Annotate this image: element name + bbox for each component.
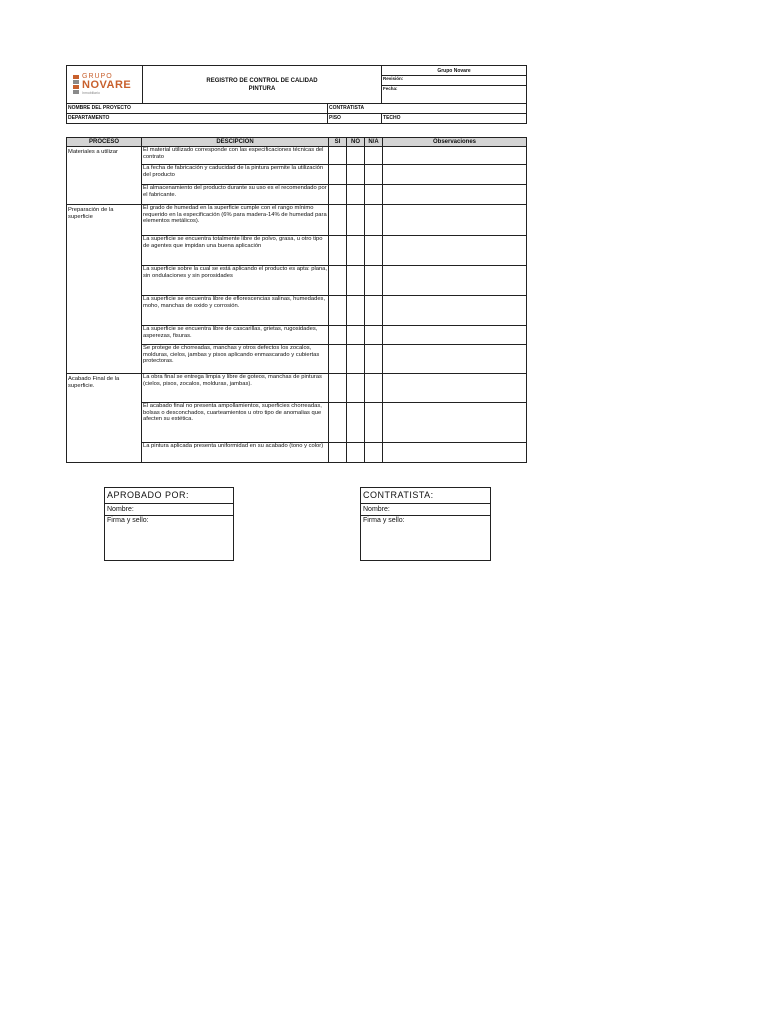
si-cell[interactable]: [329, 266, 347, 296]
si-cell[interactable]: [329, 147, 347, 165]
checklist-table: [66, 137, 527, 463]
fecha-label: Fecha:: [382, 86, 527, 104]
checklist-row: [67, 147, 527, 165]
aprobado-nombre-field[interactable]: Nombre:: [105, 504, 233, 516]
header-observaciones: Observaciones: [383, 138, 527, 147]
si-cell[interactable]: [329, 403, 347, 443]
na-cell[interactable]: [365, 296, 383, 326]
si-cell[interactable]: [329, 185, 347, 205]
no-cell[interactable]: [347, 296, 365, 326]
proceso-cell: Preparación de la superficie: [67, 205, 142, 374]
na-cell[interactable]: [365, 165, 383, 185]
observaciones-cell[interactable]: [383, 185, 527, 205]
observaciones-cell[interactable]: [383, 443, 527, 463]
contratista-nombre-field[interactable]: Nombre:: [361, 504, 490, 516]
descripcion-cell: La superficie se encuentra totalmente libre de polvo, grasa, u otro tipo de agentes que impidan una buena aplicación: [142, 236, 329, 266]
observaciones-cell[interactable]: [383, 374, 527, 403]
observaciones-cell[interactable]: [383, 236, 527, 266]
header-no: NO: [347, 138, 365, 147]
na-cell[interactable]: [365, 345, 383, 374]
descripcion-cell: La obra final se entrega limpia y libre de goteos, manchas de pinturas (cielos, pisos, zocalos, molduras, jambas).: [142, 374, 329, 403]
logo-cell: [67, 66, 143, 104]
checklist-row: [67, 205, 527, 236]
descripcion-cell: El material utilizado corresponde con las especificaciones técnicas del contrato: [142, 147, 329, 165]
departamento-label: DEPARTAMENTO: [67, 114, 328, 124]
contratista-label: CONTRATISTA: [328, 104, 527, 114]
na-cell[interactable]: [365, 205, 383, 236]
document-title: [143, 66, 382, 104]
observaciones-cell[interactable]: [383, 205, 527, 236]
descripcion-cell: La superficie sobre la cual se está aplicando el producto es apta: plana, sin ondulaciones y sin porosidades: [142, 266, 329, 296]
na-cell[interactable]: [365, 326, 383, 345]
descripcion-cell: El almacenamiento del producto durante su uso es el recomendado por el fabricante.: [142, 185, 329, 205]
si-cell[interactable]: [329, 296, 347, 326]
aprobado-por-title: APROBADO POR:: [105, 488, 233, 504]
piso-label: PISO: [328, 114, 382, 124]
company-name: Grupo Novare: [382, 66, 527, 76]
no-cell[interactable]: [347, 205, 365, 236]
si-cell[interactable]: [329, 165, 347, 185]
observaciones-cell[interactable]: [383, 165, 527, 185]
header-na: N/A: [365, 138, 383, 147]
si-cell[interactable]: [329, 374, 347, 403]
descripcion-cell: La superficie se encuentra libre de cascarillas, grietas, rugosidades, asperezas, fisuras.: [142, 326, 329, 345]
no-cell[interactable]: [347, 443, 365, 463]
header-si: SI: [329, 138, 347, 147]
na-cell[interactable]: [365, 266, 383, 296]
si-cell[interactable]: [329, 326, 347, 345]
descripcion-cell: El acabado final no presenta ampollamientos, superficies chorreadas, bolsas o desconchados, cuarteamientos u otro tipo de anomalias que afecten su estética.: [142, 403, 329, 443]
techo-label: TECHO: [382, 114, 527, 124]
no-cell[interactable]: [347, 147, 365, 165]
aprobado-firma-field[interactable]: Firma y sello:: [107, 517, 149, 524]
no-cell[interactable]: [347, 266, 365, 296]
logo-main-text: NOVARE: [82, 79, 132, 92]
descripcion-cell: La fecha de fabricación y caducidad de la pintura permite la utilización del producto: [142, 165, 329, 185]
proceso-cell: Acabado Final de la superficie.: [67, 374, 142, 463]
nombre-proyecto-label: NOMBRE DEL PROYECTO: [67, 104, 328, 114]
observaciones-cell[interactable]: [383, 326, 527, 345]
si-cell[interactable]: [329, 205, 347, 236]
descripcion-cell: La superficie se encuentra libre de eflorescencias salinas, humedades, moho, manchas de oxido y corrosión.: [142, 296, 329, 326]
contratista-title: CONTRATISTA:: [361, 488, 490, 504]
na-cell[interactable]: [365, 443, 383, 463]
descripcion-cell: Se protege de chorreadas, manchas y otros defectos los zocalos, molduras, cielos, jambas y pisos aplicando enmascarado y cubiertas protectoras.: [142, 345, 329, 374]
no-cell[interactable]: [347, 345, 365, 374]
contratista-firma-field[interactable]: Firma y sello:: [363, 517, 405, 524]
observaciones-cell[interactable]: [383, 266, 527, 296]
descripcion-cell: El grado de humedad en la superficie cumple con el rango mínimo requerido en la especificación (6% para madera-14% de humedad para elementos metálicos).: [142, 205, 329, 236]
na-cell[interactable]: [365, 374, 383, 403]
no-cell[interactable]: [347, 165, 365, 185]
no-cell[interactable]: [347, 403, 365, 443]
contratista-box: [360, 487, 491, 561]
si-cell[interactable]: [329, 443, 347, 463]
no-cell[interactable]: [347, 326, 365, 345]
observaciones-cell[interactable]: [383, 147, 527, 165]
header-proceso: PROCESO: [67, 138, 142, 147]
title-line-1: REGISTRO DE CONTROL DE CALIDAD: [206, 77, 318, 84]
observaciones-cell[interactable]: [383, 345, 527, 374]
header-table: [66, 65, 527, 124]
no-cell[interactable]: [347, 236, 365, 266]
proceso-cell: Materiales a utilizar: [67, 147, 142, 205]
no-cell[interactable]: [347, 185, 365, 205]
na-cell[interactable]: [365, 185, 383, 205]
observaciones-cell[interactable]: [383, 296, 527, 326]
company-logo: [73, 73, 142, 96]
header-descripcion: DESCIPCION: [142, 138, 329, 147]
no-cell[interactable]: [347, 374, 365, 403]
descripcion-cell: La pintura aplicada presenta uniformidad en su acabado (tono y color): [142, 443, 329, 463]
logo-sub-text: Inmobiliario: [82, 91, 100, 96]
observaciones-cell[interactable]: [383, 403, 527, 443]
si-cell[interactable]: [329, 345, 347, 374]
title-line-2: PINTURA: [248, 85, 276, 92]
revision-label: Revisión:: [382, 76, 527, 86]
logo-top-text: GRUPO: [82, 73, 113, 81]
checklist-row: [67, 374, 527, 403]
aprobado-por-box: [104, 487, 234, 561]
na-cell[interactable]: [365, 147, 383, 165]
na-cell[interactable]: [365, 236, 383, 266]
na-cell[interactable]: [365, 403, 383, 443]
si-cell[interactable]: [329, 236, 347, 266]
logo-mark-icon: [73, 75, 79, 94]
